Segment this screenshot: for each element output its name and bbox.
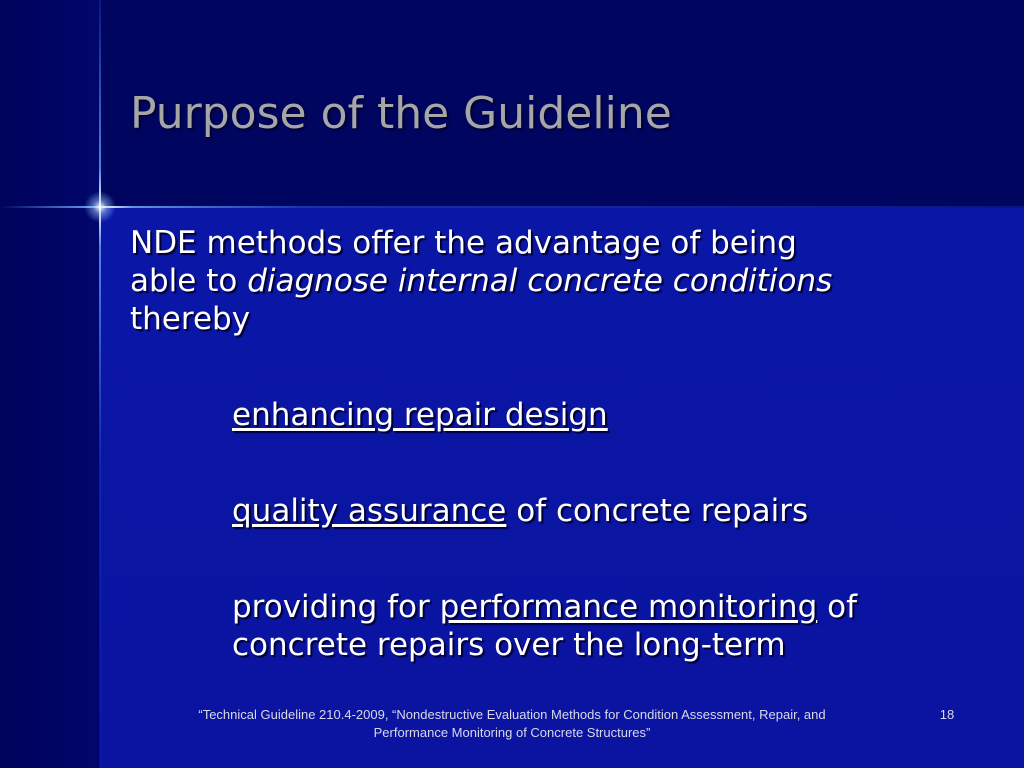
slide-number: 18 bbox=[939, 707, 955, 722]
vertical-accent-line bbox=[99, 0, 101, 768]
footer-citation: “Technical Guideline 210.4-2009, “Nondestructive Evaluation Methods for Condition Assessment, Repair, and Performance Monitoring of Concrete Structures” bbox=[198, 707, 826, 740]
underlined-phrase: performance monitoring bbox=[439, 589, 818, 625]
left-decorative-band bbox=[0, 0, 100, 768]
underlined-phrase: enhancing repair design bbox=[232, 397, 608, 433]
intro-line-2-prefix: able to bbox=[130, 263, 248, 299]
sparkle-icon bbox=[84, 191, 116, 223]
item-prefix-text: providing for bbox=[232, 589, 440, 625]
list-item-performance-monitoring bbox=[232, 588, 992, 664]
slide-title: Purpose of the Guideline bbox=[130, 88, 672, 139]
intro-paragraph bbox=[130, 224, 990, 338]
underlined-phrase: quality assurance bbox=[232, 493, 507, 529]
intro-line-1: NDE methods offer the advantage of being bbox=[130, 225, 797, 261]
item-rest-text: of concrete repairs over the long-term bbox=[232, 589, 857, 663]
horizontal-accent-line bbox=[0, 206, 1024, 208]
list-item-quality-assurance bbox=[232, 492, 992, 530]
list-item-repair-design bbox=[232, 396, 992, 434]
intro-line-3: thereby bbox=[130, 301, 251, 337]
item-rest-text: of concrete repairs bbox=[506, 493, 809, 529]
intro-italic-phrase: diagnose internal concrete conditions bbox=[247, 263, 833, 299]
